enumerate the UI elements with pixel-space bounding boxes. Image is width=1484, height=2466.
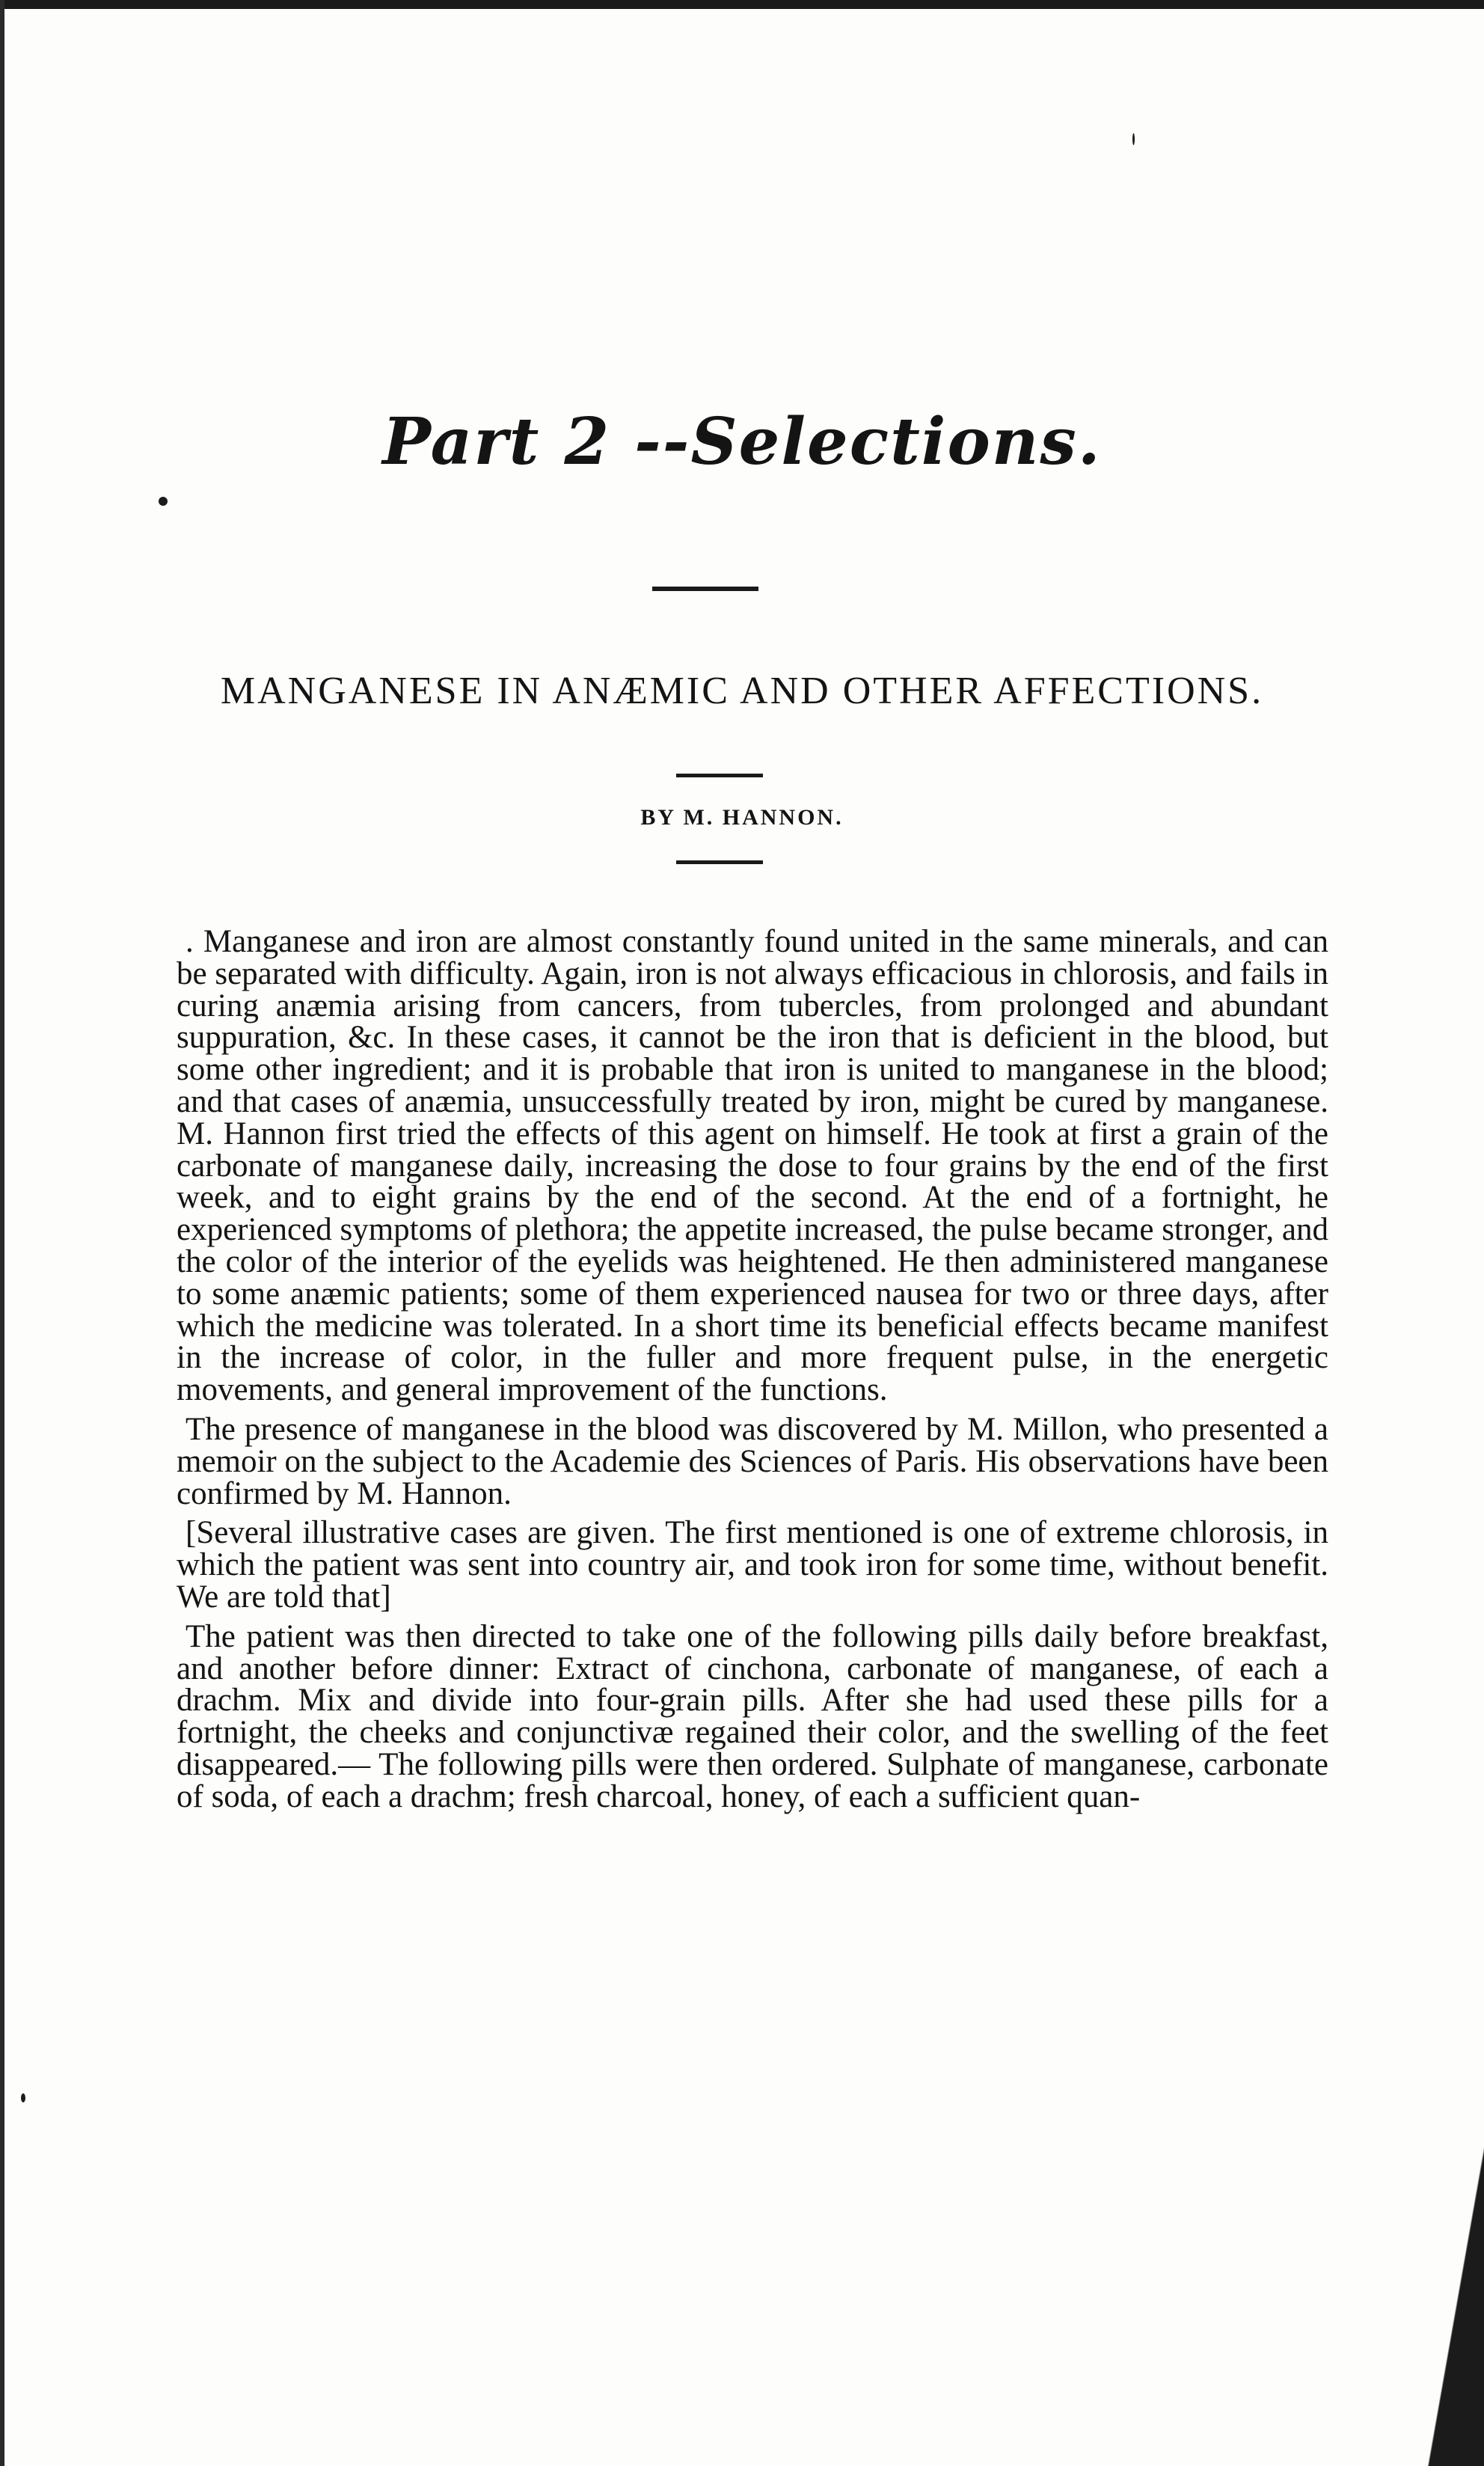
ink-dot — [159, 497, 168, 506]
paragraph-3: [Several illustrative cases are given. The first mentioned is one of extreme chlorosis, in which the patient was sent into country air, and took iron for some time, without benefit. We are told that] — [177, 1515, 1328, 1615]
ink-mark — [1132, 133, 1135, 145]
title-divider — [676, 774, 763, 777]
ink-mark-left — [21, 2093, 25, 2102]
part-heading: Part 2 --Selections. — [382, 404, 1102, 480]
heading-divider — [652, 587, 758, 591]
byline: BY M. HANNON. — [640, 805, 844, 830]
paragraph-2: The presence of manganese in the blood was discovered by M. Millon, who presented a memoir on the subject to the Academie des Sciences of Paris. His observations have been confirmed by M. Hannon. — [177, 1411, 1328, 1511]
byline-divider — [676, 860, 763, 864]
article-title: MANGANESE IN ANÆMIC AND OTHER AFFECTIONS. — [220, 670, 1264, 712]
page-top-edge — [0, 0, 1484, 9]
page-corner-shadow — [1417, 2047, 1484, 2466]
article-body — [177, 926, 1328, 1814]
page-left-edge — [0, 0, 4, 2466]
paragraph-4: The patient was then directed to take one of the following pills daily before breakfast, and another before dinner: Extract of cinchona, carbonate of manganese, of each a drachm. Mix and divide into four-grain pills. After she had used these pills for a fortnight, the cheeks and conjunctivæ regained their color, and the swelling of the feet disappeared.— The following pills were then ordered. Sulphate of manganese, carbonate of soda, of each a drachm; fresh charcoal, honey, of each a sufficient quan- — [177, 1618, 1328, 1814]
paragraph-1: . Manganese and iron are almost constantly found united in the same minerals, and can be separated with difficulty. Again, iron is not always efficacious in chlorosis, and fails in curing anæmia arising from cancers, from tubercles, from prolonged and abundant suppuration, &c. In these cases, it cannot be the iron that is deficient in the blood, but some other ingredient; and it is probable that iron is united to manganese in the blood; and that cases of anæmia, unsuccessfully treated by iron, might be cured by manganese. M. Hannon first tried the effects of this agent on himself. He took at first a grain of the carbonate of manganese daily, increasing the dose to four grains by the end of the first week, and to eight grains by the end of the second. At the end of a fortnight, he experienced symptoms of plethora; the appetite increased, the pulse became stronger, and the color of the interior of the eyelids was heightened. He then administered manganese to some anæmic patients; some of them experienced nausea for two or three days, after which the medicine was tolerated. In a short time its beneficial effects became manifest in the increase of color, in the fuller and more frequent pulse, in the energetic movements, and general improvement of the functions. — [177, 924, 1328, 1408]
